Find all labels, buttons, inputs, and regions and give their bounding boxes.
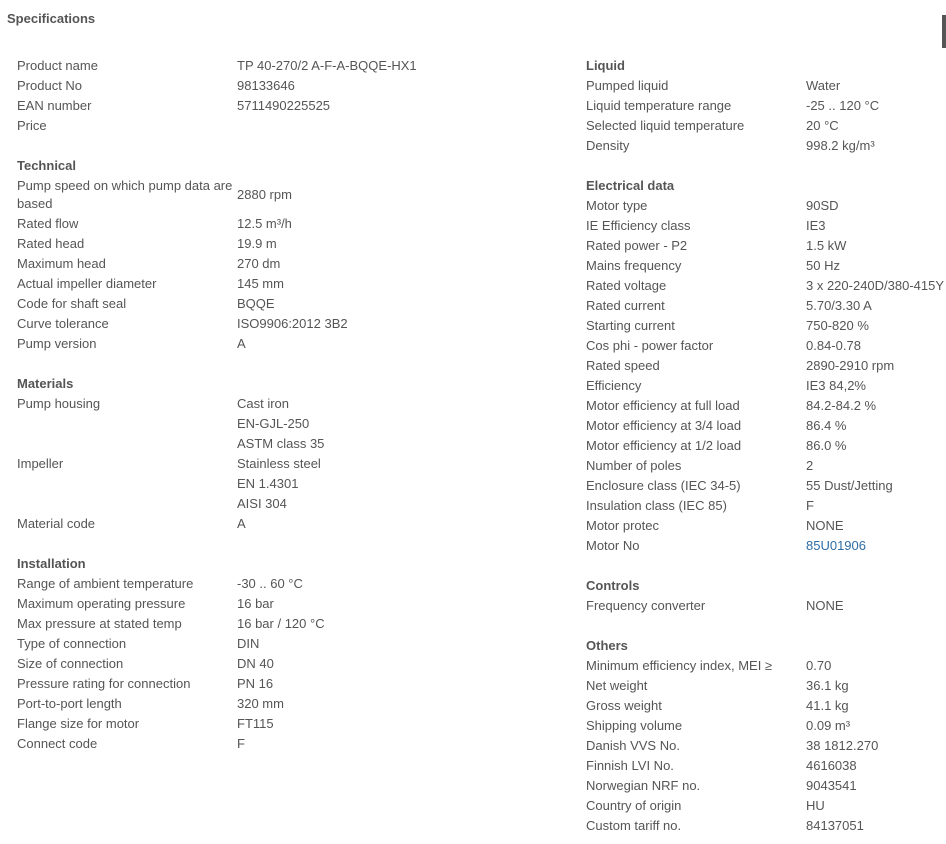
spec-row-pump-speed [17,176,577,214]
spec-row-impeller-2 [17,474,577,494]
spec-row-motor-no [586,536,946,556]
spec-row-ie-efficiency-class [586,216,946,236]
spec-label: Rated head [17,236,85,251]
spec-value: Cast iron [237,396,290,411]
spec-label: Cos phi - power factor [586,338,714,353]
spec-row-liquid-temperature-range [586,96,946,116]
spec-row-insulation-class [586,496,946,516]
spec-value: 5711490225525 [237,98,331,113]
spec-value: 2880 rpm [237,187,292,202]
spec-label: Motor type [586,198,648,213]
spec-value: 16 bar / 120 °C [237,616,325,631]
spec-label: Rated power - P2 [586,238,688,253]
section-title-liquid: Liquid [586,58,625,73]
spec-row-product-name [17,56,577,76]
spec-row-rated-current [586,296,946,316]
spec-label: Max pressure at stated temp [17,616,182,631]
spec-label: Motor efficiency at 3/4 load [586,418,742,433]
spec-label: Starting current [586,318,675,333]
spec-row-density [586,136,946,156]
page-title: Specifications [7,11,96,26]
spec-value: A [237,336,246,351]
spec-row-rated-speed [586,356,946,376]
spec-label: Motor efficiency at 1/2 load [586,438,742,453]
spec-row-maximum-head [17,254,577,274]
spec-value: 86.0 % [806,438,847,453]
spec-label: Enclosure class (IEC 34-5) [586,478,741,493]
spec-row-selected-liquid-temperature [586,116,946,136]
installation-section [17,554,577,754]
spec-label: Price [17,118,47,133]
others-section [586,636,946,836]
spec-value: 20 °C [806,118,839,133]
spec-label: Net weight [586,678,648,693]
spec-label: Material code [17,516,96,531]
spec-label: Range of ambient temperature [17,576,194,591]
general-section [17,56,577,136]
spec-row-pump-version [17,334,577,354]
spec-value: Stainless steel [237,456,321,471]
spec-value: 84137051 [806,818,864,833]
spec-label: Rated flow [17,216,79,231]
spec-value: -25 .. 120 °C [806,98,880,113]
spec-value: A [237,516,246,531]
spec-row-material-code [17,514,577,534]
section-title-others: Others [586,638,628,653]
spec-row-country-of-origin [586,796,946,816]
spec-value: 3 x 220-240D/380-415Y [806,278,945,293]
spec-value: ISO9906:2012 3B2 [237,316,348,331]
motor-no-link[interactable]: 85U01906 [806,538,866,553]
spec-value: NONE [806,518,844,533]
spec-value: FT115 [237,716,274,731]
spec-value: 4616038 [806,758,857,773]
spec-value: 86.4 % [806,418,847,433]
spec-label: Maximum operating pressure [17,596,186,611]
spec-label: Pump speed on which pump data are based [17,178,233,211]
section-title-controls: Controls [586,578,640,593]
spec-value: 9043541 [806,778,857,793]
spec-label: Number of poles [586,458,682,473]
spec-label: Mains frequency [586,258,682,273]
spec-row-ambient-temperature [17,574,577,594]
spec-row-motor-efficiency-3-4 [586,416,946,436]
spec-label: Rated voltage [586,278,667,293]
spec-row-starting-current [586,316,946,336]
spec-label: Rated current [586,298,665,313]
spec-label: Size of connection [17,656,124,671]
spec-row-frequency-converter [586,596,946,616]
spec-value: 0.84-0.78 [806,338,861,353]
spec-value: F [237,736,245,751]
spec-value: 16 bar [237,596,274,611]
spec-label: Efficiency [586,378,642,393]
section-title-installation: Installation [17,556,86,571]
materials-section [17,374,577,534]
spec-row-impeller [17,454,577,474]
spec-row-motor-protec [586,516,946,536]
spec-row-rated-head [17,234,577,254]
spec-label: Minimum efficiency index, MEI ≥ [586,658,773,673]
spec-label: Selected liquid temperature [586,118,745,133]
spec-value: 2890-2910 rpm [806,358,895,373]
spec-value: 55 Dust/Jetting [806,478,893,493]
spec-row-port-to-port-length [17,694,577,714]
spec-row-motor-efficiency-full [586,396,946,416]
spec-row-max-operating-pressure [17,594,577,614]
spec-value: TP 40-270/2 A-F-A-BQQE-HX1 [237,58,417,73]
spec-value: 270 dm [237,256,281,271]
spec-row-curve-tolerance [17,314,577,334]
spec-row-motor-efficiency-1-2 [586,436,946,456]
spec-label: Shipping volume [586,718,683,733]
electrical-section [586,176,946,556]
spec-row-enclosure-class [586,476,946,496]
spec-label: Maximum head [17,256,106,271]
spec-row-mei [586,656,946,676]
spec-row-pump-housing-2 [17,414,577,434]
spec-row-net-weight [586,676,946,696]
spec-value: BQQE [237,296,275,311]
spec-row-custom-tariff [586,816,946,836]
spec-value: 0.70 [806,658,832,673]
spec-row-rated-power [586,236,946,256]
spec-label: Pump housing [17,396,101,411]
spec-value: DIN [237,636,260,651]
spec-value: DN 40 [237,656,274,671]
spec-value: 320 mm [237,696,284,711]
spec-row-flange-size [17,714,577,734]
spec-label: Port-to-port length [17,696,122,711]
spec-row-efficiency [586,376,946,396]
spec-row-danish-vvs [586,736,946,756]
spec-value: 0.09 m³ [806,718,851,733]
spec-label: Custom tariff no. [586,818,682,833]
spec-label: Motor efficiency at full load [586,398,740,413]
spec-label: Density [586,138,630,153]
spec-row-product-no [17,76,577,96]
spec-label: Flange size for motor [17,716,140,731]
spec-label: Liquid temperature range [586,98,732,113]
spec-row-shipping-volume [586,716,946,736]
left-column [17,56,577,754]
spec-value: F [806,498,814,513]
spec-value: 998.2 kg/m³ [806,138,875,153]
spec-row-norwegian-nrf [586,776,946,796]
spec-row-pressure-rating [17,674,577,694]
spec-value: 38 1812.270 [806,738,879,753]
liquid-section [586,56,946,156]
spec-value: 1.5 kW [806,238,847,253]
spec-value: ASTM class 35 [237,436,325,451]
spec-label: Product No [17,78,83,93]
spec-label: Country of origin [586,798,682,813]
spec-label: Product name [17,58,98,73]
spec-value: EN-GJL-250 [237,416,310,431]
spec-row-ean-number [17,96,577,116]
spec-value: 50 Hz [806,258,840,273]
spec-label: IE Efficiency class [586,218,691,233]
spec-value: EN 1.4301 [237,476,299,491]
spec-value: -30 .. 60 °C [237,576,303,591]
spec-row-impeller-3 [17,494,577,514]
spec-row-rated-flow [17,214,577,234]
spec-value: 36.1 kg [806,678,849,693]
spec-value: PN 16 [237,676,274,691]
spec-value: AISI 304 [237,496,287,511]
spec-row-gross-weight [586,696,946,716]
spec-value: HU [806,798,825,813]
technical-section [17,156,577,354]
spec-row-pump-housing-3 [17,434,577,454]
spec-row-pump-housing [17,394,577,414]
spec-label: Code for shaft seal [17,296,127,311]
spec-value: 2 [806,458,814,473]
right-column [586,56,946,836]
section-title-materials: Materials [17,376,74,391]
spec-row-number-of-poles [586,456,946,476]
spec-label: Type of connection [17,636,127,651]
spec-value: 19.9 m [237,236,277,251]
section-title-electrical: Electrical data [586,178,675,193]
spec-label: Pressure rating for connection [17,676,191,691]
spec-label: Connect code [17,736,98,751]
spec-row-size-of-connection [17,654,577,674]
spec-value: 90SD [806,198,839,213]
spec-value: 5.70/3.30 A [806,298,872,313]
spec-label: EAN number [17,98,92,113]
spec-label: Motor No [586,538,640,553]
controls-section [586,576,946,616]
spec-value: NONE [806,598,844,613]
section-title-technical: Technical [17,158,77,173]
spec-label: Curve tolerance [17,316,109,331]
spec-label: Pump version [17,336,97,351]
spec-label: Pumped liquid [586,78,669,93]
spec-value: 84.2-84.2 % [806,398,877,413]
spec-row-shaft-seal [17,294,577,314]
spec-row-connect-code [17,734,577,754]
spec-label: Gross weight [586,698,662,713]
spec-label: Norwegian NRF no. [586,778,701,793]
spec-label: Insulation class (IEC 85) [586,498,727,513]
spec-value: 98133646 [237,78,295,93]
spec-label: Frequency converter [586,598,706,613]
spec-value: Water [806,78,841,93]
spec-row-type-of-connection [17,634,577,654]
spec-value: 750-820 % [806,318,869,333]
spec-value: 12.5 m³/h [237,216,292,231]
scrollbar-thumb[interactable] [942,15,946,48]
spec-value: IE3 [806,218,826,233]
spec-row-pumped-liquid [586,76,946,96]
spec-row-mains-frequency [586,256,946,276]
spec-label: Impeller [17,456,64,471]
spec-label: Danish VVS No. [586,738,680,753]
spec-row-impeller-diameter [17,274,577,294]
spec-value: 41.1 kg [806,698,849,713]
spec-row-max-pressure-temp [17,614,577,634]
spec-row-motor-type [586,196,946,216]
spec-label: Actual impeller diameter [17,276,157,291]
spec-row-finnish-lvi [586,756,946,776]
spec-row-price [17,116,577,136]
spec-row-cos-phi [586,336,946,356]
spec-label: Motor protec [586,518,659,533]
spec-value: IE3 84,2% [806,378,866,393]
spec-label: Finnish LVI No. [586,758,674,773]
spec-row-rated-voltage [586,276,946,296]
spec-value: 145 mm [237,276,284,291]
spec-label: Rated speed [586,358,660,373]
